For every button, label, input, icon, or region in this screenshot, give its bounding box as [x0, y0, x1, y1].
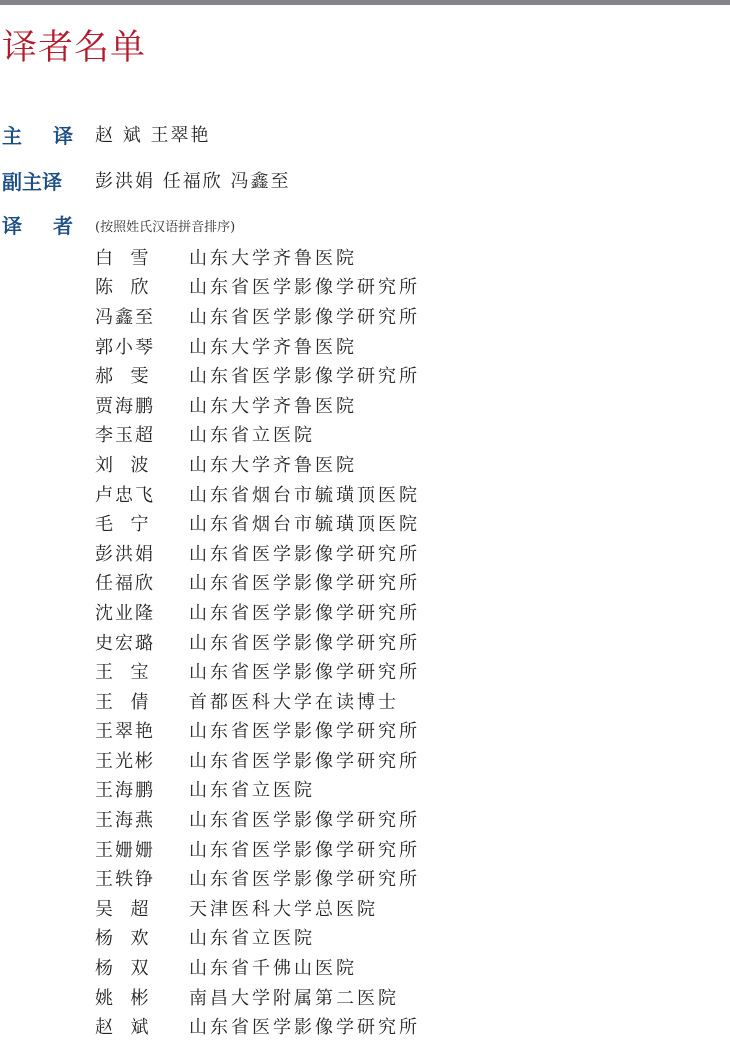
translator-affiliation: 山东省千佛山医院 — [189, 958, 357, 980]
translator-row — [95, 508, 420, 538]
page-title: 译者名单 — [2, 28, 147, 68]
chief-translator-names: 赵 斌 王翠艳 — [95, 125, 211, 146]
translator-row — [95, 982, 420, 1012]
translator-row — [95, 627, 420, 657]
translator-name: 卢忠飞 — [95, 484, 155, 506]
translator-affiliation: 山东省医学影像学研究所 — [189, 721, 420, 743]
top-rule — [0, 0, 730, 5]
translator-name: 郝 雯 — [95, 366, 151, 388]
translator-row — [95, 420, 420, 450]
translator-row — [95, 893, 420, 923]
translator-name: 郭小琴 — [95, 336, 155, 358]
translator-name: 冯鑫至 — [95, 306, 155, 328]
sort-order-note: (按照姓氏汉语拼音排序) — [95, 220, 236, 235]
translator-row — [95, 863, 420, 893]
translator-name: 王翠艳 — [95, 721, 155, 743]
translator-name: 刘 波 — [95, 454, 151, 476]
translator-row — [95, 360, 420, 390]
translator-affiliation: 山东省医学影像学研究所 — [189, 573, 420, 595]
translator-affiliation: 山东省医学影像学研究所 — [189, 602, 420, 624]
translator-affiliation: 山东省立医院 — [189, 928, 315, 950]
translator-row — [95, 538, 420, 568]
translator-row — [95, 597, 420, 627]
translator-name: 王海鹏 — [95, 780, 155, 802]
translator-name: 沈业隆 — [95, 602, 155, 624]
translator-name: 陈 欣 — [95, 277, 151, 299]
translator-name: 白 雪 — [95, 247, 151, 269]
translator-name: 史宏璐 — [95, 632, 155, 654]
translator-name: 姚 彬 — [95, 987, 151, 1009]
translator-name: 王海燕 — [95, 810, 155, 832]
translator-row — [95, 331, 420, 361]
translator-affiliation: 山东省烟台市毓璜顶医院 — [189, 514, 420, 536]
translator-row — [95, 301, 420, 331]
translator-affiliation: 山东省医学影像学研究所 — [189, 632, 420, 654]
translator-row — [95, 656, 420, 686]
translator-affiliation: 首都医科大学在读博士 — [189, 691, 399, 713]
translator-row — [95, 1011, 420, 1041]
translator-affiliation: 山东大学齐鲁医院 — [189, 247, 357, 269]
translator-name: 王光彬 — [95, 750, 155, 772]
deputy-chief-translator-names: 彭洪娟 任福欣 冯鑫至 — [95, 171, 291, 192]
translator-row — [95, 716, 420, 746]
translator-row — [95, 745, 420, 775]
translator-affiliation: 山东省立医院 — [189, 780, 315, 802]
translator-affiliation: 山东大学齐鲁医院 — [189, 395, 357, 417]
translator-list — [95, 242, 420, 1041]
translator-name: 王姗姗 — [95, 839, 155, 861]
translator-row — [95, 775, 420, 805]
translator-affiliation: 山东省医学影像学研究所 — [189, 869, 420, 891]
translator-row — [95, 390, 420, 420]
translator-row — [95, 834, 420, 864]
translator-row — [95, 242, 420, 272]
translator-row — [95, 923, 420, 953]
translators-label: 译 者 — [2, 214, 85, 238]
translator-name: 彭洪娟 — [95, 543, 155, 565]
translator-row — [95, 686, 420, 716]
translator-name: 毛 宁 — [95, 514, 151, 536]
translator-affiliation: 天津医科大学总医院 — [189, 898, 378, 920]
translator-affiliation: 山东省医学影像学研究所 — [189, 1017, 420, 1039]
chief-translator-label: 主 译 — [2, 124, 85, 148]
deputy-chief-translator-label: 副主译 — [2, 170, 62, 194]
translator-name: 王 倩 — [95, 691, 151, 713]
translator-name: 赵 斌 — [95, 1017, 151, 1039]
translator-name: 吴 超 — [95, 898, 151, 920]
translator-affiliation: 南昌大学附属第二医院 — [189, 987, 399, 1009]
translator-row — [95, 449, 420, 479]
translator-affiliation: 山东省立医院 — [189, 425, 315, 447]
translator-row — [95, 952, 420, 982]
translator-affiliation: 山东省医学影像学研究所 — [189, 543, 420, 565]
translator-affiliation: 山东大学齐鲁医院 — [189, 336, 357, 358]
translator-name: 杨 双 — [95, 958, 151, 980]
translator-row — [95, 479, 420, 509]
translator-affiliation: 山东省医学影像学研究所 — [189, 366, 420, 388]
translator-name: 王 宝 — [95, 662, 151, 684]
translator-affiliation: 山东省医学影像学研究所 — [189, 306, 420, 328]
translator-name: 王轶铮 — [95, 869, 155, 891]
translator-affiliation: 山东省烟台市毓璜顶医院 — [189, 484, 420, 506]
translator-row — [95, 804, 420, 834]
translator-affiliation: 山东省医学影像学研究所 — [189, 662, 420, 684]
translator-name: 李玉超 — [95, 425, 155, 447]
translator-affiliation: 山东省医学影像学研究所 — [189, 277, 420, 299]
translator-affiliation: 山东省医学影像学研究所 — [189, 810, 420, 832]
translator-row — [95, 568, 420, 598]
translator-name: 贾海鹏 — [95, 395, 155, 417]
translator-name: 任福欣 — [95, 573, 155, 595]
translator-affiliation: 山东省医学影像学研究所 — [189, 839, 420, 861]
translator-name: 杨 欢 — [95, 928, 151, 950]
translator-affiliation: 山东大学齐鲁医院 — [189, 454, 357, 476]
translator-row — [95, 272, 420, 302]
translator-affiliation: 山东省医学影像学研究所 — [189, 750, 420, 772]
